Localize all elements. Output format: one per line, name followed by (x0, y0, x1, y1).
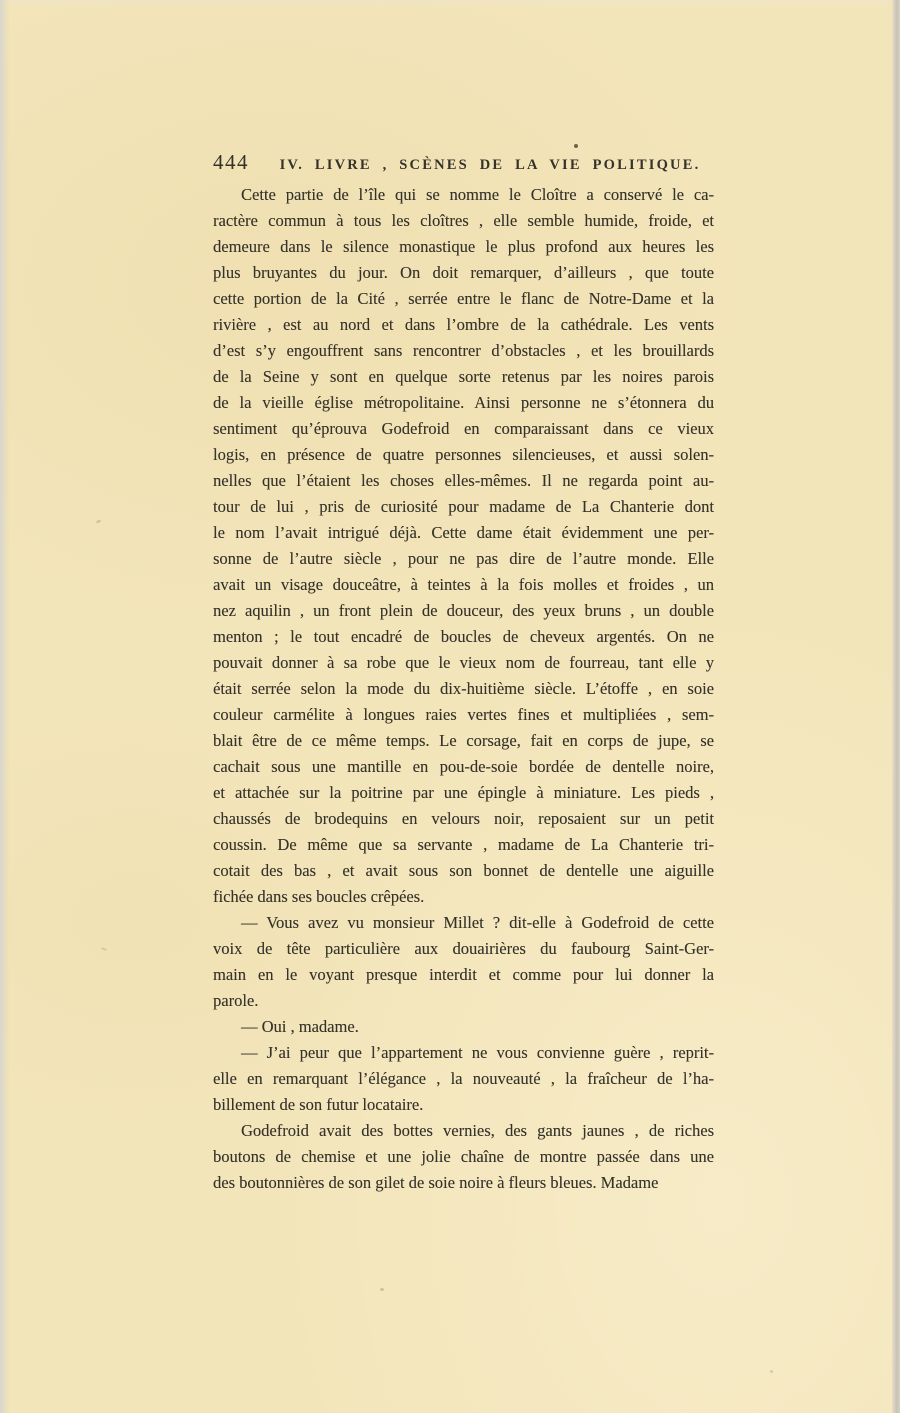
text-line: blait être de ce même temps. Le corsage, fait en corps de jupe, se (213, 731, 714, 750)
scan-speck (770, 1370, 773, 1373)
text-line: pouvait donner à sa robe que le vieux nom de fourreau, tant elle y (213, 653, 714, 672)
text-line: était serrée selon la mode du dix-huitième siècle. L’étoffe , en soie (213, 679, 714, 698)
text-line: billement de son futur locataire. (213, 1095, 424, 1114)
text-line: avait un visage douceâtre, à teintes à la fois molles et froides , un (213, 575, 714, 594)
text-line: nez aquilin , un front plein de douceur, des yeux bruns , un double (213, 601, 714, 620)
text-line: demeure dans le silence monastique le plus profond aux heures les (213, 237, 714, 256)
page-number: 444 (213, 150, 249, 174)
scan-speck (380, 1288, 384, 1291)
running-header: IV. LIVRE , SCÈNES DE LA VIE POLITIQUE. (279, 157, 701, 173)
text-line: sonne de l’autre siècle , pour ne pas dire de l’autre monde. Elle (213, 549, 714, 568)
text-line: main en le voyant presque interdit et comme pour lui donner la (213, 965, 714, 984)
text-line: nelles que l’étaient les choses elles-mêmes. Il ne regarda point au- (213, 471, 714, 490)
text-line: Cette partie de l’île qui se nomme le Cloître a conservé le ca- (241, 185, 714, 204)
text-line: coussin. De même que sa servante , madame de La Chanterie tri- (213, 835, 714, 854)
text-line: d’est s’y engouffrent sans rencontrer d’obstacles , et les brouillards (213, 341, 714, 360)
text-line: de la vieille église métropolitaine. Ainsi personne ne s’étonnera du (213, 393, 714, 412)
text-line: sentiment qu’éprouva Godefroid en comparaissant dans ce vieux (213, 419, 714, 438)
text-line: de la Seine y sont en quelque sorte retenus par les noires parois (213, 367, 714, 386)
text-line: plus bruyantes du jour. On doit remarquer, d’ailleurs , que toute (213, 263, 714, 282)
text-line: des boutonnières de son gilet de soie noire à fleurs bleues. Madame (213, 1173, 659, 1192)
text-line: voix de tête particulière aux douairières du faubourg Saint-Ger- (213, 939, 714, 958)
text-line: cette portion de la Cité , serrée entre le flanc de Notre-Dame et la (213, 289, 714, 308)
text-line: menton ; le tout encadré de boucles de cheveux argentés. On ne (213, 627, 714, 646)
text-line: le nom l’avait intrigué déjà. Cette dame était évidemment une per- (213, 523, 714, 542)
text-line: — Vous avez vu monsieur Millet ? dit-elle à Godefroid de cette (241, 913, 714, 932)
text-body (213, 182, 714, 1196)
scan-speck (96, 519, 102, 524)
text-line: ractère commun à tous les cloîtres , elle semble humide, froide, et (213, 211, 714, 230)
text-line: boutons de chemise et une jolie chaîne de montre passée dans une (213, 1147, 714, 1166)
text-line: Godefroid avait des bottes vernies, des gants jaunes , de riches (241, 1121, 714, 1140)
text-line: et attachée sur la poitrine par une épingle à miniature. Les pieds , (213, 783, 714, 802)
text-line: cotait des bas , et avait sous son bonnet de dentelle une aiguille (213, 861, 714, 880)
text-line: cachait sous une mantille en pou-de-soie bordée de dentelle noire, (213, 757, 714, 776)
text-line: chaussés de brodequins en velours noir, reposaient sur un petit (213, 809, 714, 828)
text-line: tour de lui , pris de curiosité pour madame de La Chanterie dont (213, 497, 714, 516)
text-line: fichée dans ses boucles crêpées. (213, 887, 425, 906)
text-line: parole. (213, 991, 259, 1010)
scan-speck (574, 144, 578, 148)
page-header (213, 150, 713, 176)
text-line: rivière , est au nord et dans l’ombre de la cathédrale. Les vents (213, 315, 714, 334)
text-line: — Oui , madame. (241, 1017, 359, 1036)
scan-speck (101, 947, 107, 951)
scan-left-edge (0, 0, 5, 1413)
text-line: couleur carmélite à longues raies vertes fines et multipliées , sem- (213, 705, 714, 724)
text-line: — J’ai peur que l’appartement ne vous convienne guère , reprit- (241, 1043, 714, 1062)
text-line: logis, en présence de quatre personnes silencieuses, et aussi solen- (213, 445, 714, 464)
text-line: elle en remarquant l’élégance , la nouveauté , la fraîcheur de l’ha- (213, 1069, 714, 1088)
scan-right-edge (892, 0, 900, 1413)
